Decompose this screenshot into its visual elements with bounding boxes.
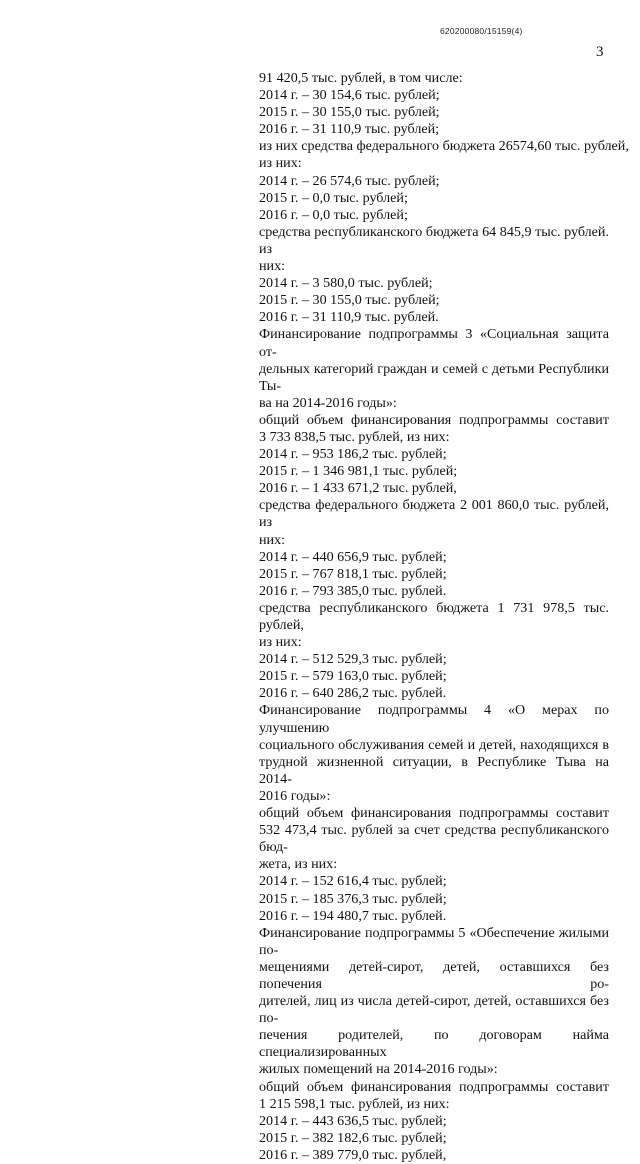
text-line: дителей, лиц из числа детей-сирот, детей, оставшихся без по- <box>259 993 609 1027</box>
text-line: 2016 г. – 0,0 тыс. рублей; <box>259 206 408 223</box>
text-line: 2015 г. – 579 163,0 тыс. рублей; <box>259 668 447 685</box>
text-line: общий объем финансирования подпрограммы составит <box>259 411 609 428</box>
text-line: 2014 г. – 152 616,4 тыс. рублей; <box>259 873 447 890</box>
text-line: 2016 г. – 793 385,0 тыс. рублей. <box>259 582 447 599</box>
text-line: 2014 г. – 3 580,0 тыс. рублей; <box>259 275 433 292</box>
text-line: них: <box>259 531 286 548</box>
text-line: из них: <box>259 634 302 651</box>
text-line: 2016 г. – 194 480,7 тыс. рублей. <box>259 907 447 924</box>
text-line: них: <box>259 258 286 275</box>
text-line: 2014 г. – 30 154,6 тыс. рублей; <box>259 87 440 104</box>
text-line: 1 215 598,1 тыс. рублей, из них: <box>259 1095 450 1112</box>
text-line: из них средства федерального бюджета 26574,60 тыс. рублей, <box>259 138 629 155</box>
text-line: 2014 г. – 512 529,3 тыс. рублей; <box>259 651 447 668</box>
text-line: социального обслуживания семей и детей, находящихся в <box>259 736 609 753</box>
text-line: 2016 г. – 389 779,0 тыс. рублей, <box>259 1146 447 1163</box>
text-line: 2015 г. – 767 818,1 тыс. рублей; <box>259 565 447 582</box>
text-line: 2015 г. – 382 182,6 тыс. рублей; <box>259 1129 447 1146</box>
text-line: 3 733 838,5 тыс. рублей, из них: <box>259 428 450 445</box>
text-line: общий объем финансирования подпрограммы составит <box>259 1078 609 1095</box>
text-line: Финансирование подпрограммы 3 «Социальная защита от- <box>259 326 609 360</box>
text-line: 2014 г. – 443 636,5 тыс. рублей; <box>259 1112 447 1129</box>
text-line: 2016 годы»: <box>259 787 331 804</box>
text-line: 2015 г. – 1 346 981,1 тыс. рублей; <box>259 463 458 480</box>
text-line: 2016 г. – 640 286,2 тыс. рублей. <box>259 685 447 702</box>
text-line: средства федерального бюджета 2 001 860,0 тыс. рублей, из <box>259 497 609 531</box>
text-line: из них: <box>259 155 302 172</box>
text-line: средства республиканского бюджета 64 845,9 тыс. рублей. из <box>259 223 609 257</box>
text-line: общий объем финансирования подпрограммы составит <box>259 805 609 822</box>
text-line: Финансирование подпрограммы 5 «Обеспечение жилыми по- <box>259 924 609 958</box>
text-line: 2015 г. – 0,0 тыс. рублей; <box>259 189 408 206</box>
text-line: печения родителей, по договорам найма специализированных <box>259 1027 609 1061</box>
text-line: 91 420,5 тыс. рублей, в том числе: <box>259 70 463 86</box>
text-line: трудной жизненной ситуации, в Республике Тыва на 2014- <box>259 753 609 787</box>
text-line: дельных категорий граждан и семей с детьми Республики Ты- <box>259 360 609 394</box>
text-line: средства республиканского бюджета 1 731 978,5 тыс. рублей, <box>259 599 609 633</box>
text-line: мещениями детей-сирот, детей, оставшихся без попечения ро- <box>259 958 609 992</box>
text-line: 2014 г. – 440 656,9 тыс. рублей; <box>259 548 447 565</box>
text-line: 2014 г. – 26 574,6 тыс. рублей; <box>259 172 440 189</box>
text-line: 2014 г. – 953 186,2 тыс. рублей; <box>259 446 447 463</box>
document-body <box>259 70 629 1164</box>
text-line: 532 473,4 тыс. рублей за счет средства республиканского бюд- <box>259 822 609 856</box>
text-line: жета, из них: <box>259 856 338 873</box>
text-line: ва на 2014-2016 годы»: <box>259 394 397 411</box>
text-line: 2016 г. – 31 110,9 тыс. рублей; <box>259 121 440 138</box>
text-line: 2015 г. – 30 155,0 тыс. рублей; <box>259 292 440 309</box>
document-code: 620200080/15159(4) <box>440 26 523 36</box>
text-line: 2015 г. – 30 155,0 тыс. рублей; <box>259 104 440 121</box>
text-line: 2016 г. – 1 433 671,2 тыс. рублей, <box>259 480 457 497</box>
text-line: Финансирование подпрограммы 4 «О мерах по улучшению <box>259 702 609 736</box>
text-line: 2015 г. – 185 376,3 тыс. рублей; <box>259 890 447 907</box>
page-number: 3 <box>596 44 604 60</box>
text-line: 2016 г. – 31 110,9 тыс. рублей. <box>259 309 439 326</box>
text-line: жилых помещений на 2014-2016 годы»: <box>259 1061 498 1078</box>
